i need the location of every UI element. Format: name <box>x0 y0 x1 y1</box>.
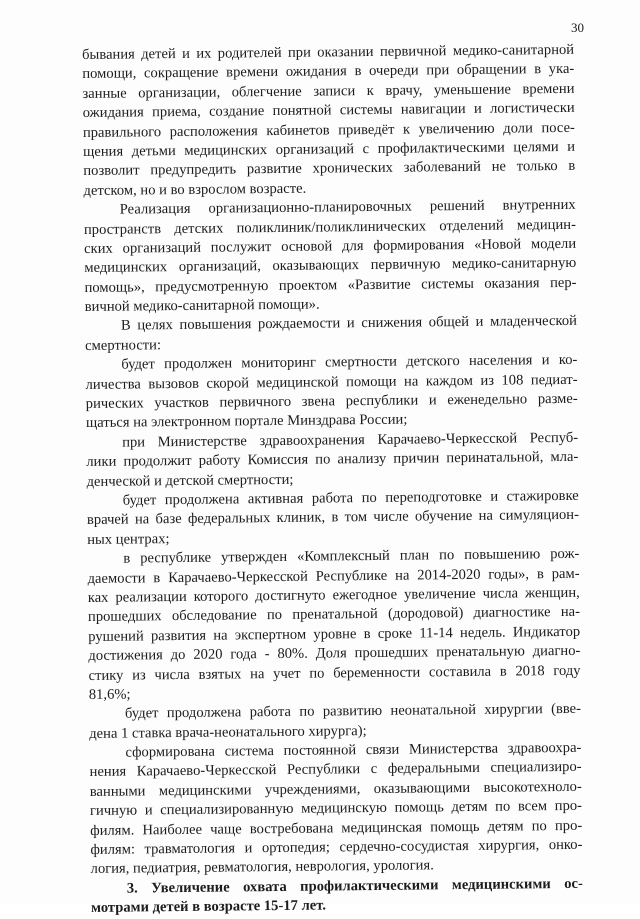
text-line: смертности: <box>85 337 162 354</box>
text-line: занные организации, облегчение записи к врачу, уменьшение времени <box>82 80 575 102</box>
text-line: в республике утвержден «Комплексный план по повышению рож- <box>123 545 580 567</box>
text-line: денческой и детской смертности; <box>86 471 294 490</box>
text-line: гичную и специализированную медицинскую помощь детям по всем про- <box>89 798 583 820</box>
text-line: будет продолжена работа по развитию неонатальной хирургии (вве- <box>124 701 582 722</box>
section-heading-line: 3. Увеличение охвата профилактическими медицинскими ос- <box>126 875 583 897</box>
text-line: ожидания приема, создание понятной системы навигации и логистически <box>82 100 575 122</box>
text-line: рических участков первичного звена республики и еженедельно разме- <box>85 390 578 413</box>
text-line: щения детьми медицинских организаций с профилактическими целями и <box>83 138 576 160</box>
text-line: прошедших обследование по пренатальной (дородовой) диагностике на- <box>87 604 581 626</box>
text-line: В целях повышения рождаемости и снижения общей и младенческой <box>120 313 577 335</box>
text-line: пространств детских поликлиник/поликлинических отделений медицин- <box>83 216 576 238</box>
text-line: вичной медико-санитарной помощи». <box>84 296 320 316</box>
text-line: щаться на электронном портале Минздрава России; <box>85 412 408 432</box>
text-line: бывания детей и их родителей при оказании первичной медико-санитарной <box>82 41 575 63</box>
text-line: помощи, сокращение времени ожидания в очереди при обращении в ука- <box>82 61 575 83</box>
text-line: личества вызовов скорой медицинской помощи на каждом из 108 педиат- <box>85 371 578 393</box>
text-line: филям: травматология и ортопедия; сердечно-сосудистая хирургия, онко- <box>90 836 583 858</box>
text-line: филям. Наиболее чаще востребована медицинская помощь детям по про- <box>90 817 583 839</box>
text-line: ках реализации которого достигнуто ежегодное увеличение числа женщин, <box>87 584 580 606</box>
text-line: ванными медицинскими учреждениями, оказывающими высокотехноло- <box>89 778 582 800</box>
text-line: нения Карачаево-Черкесской Республики с федеральными специализиро- <box>89 759 582 781</box>
text-line: дена 1 ставка врача-неонатального хирурга); <box>89 722 367 742</box>
text-line: Реализация организационно-планировочных решений внутренних <box>119 196 576 218</box>
text-line: сформирована система постоянной связи Министерства здравоохра- <box>125 739 582 761</box>
text-line: даемости в Карачаево-Черкесской Республике на 2014-2020 годы», в рам- <box>87 565 580 587</box>
text-line: будет продолжен мониторинг смертности детского населения и ко- <box>121 352 578 373</box>
text-line: врачей на базе федеральных клиник, в том числе обучение на симуляцион- <box>86 507 580 529</box>
section-heading-line: мотрами детей в возрасте 15-17 лет. <box>90 897 327 917</box>
text-line: будет продолжена активная работа по переподготовке и стажировке <box>122 487 579 509</box>
text-line: лики продолжит работу Комиссия по анализу причин перинатальной, мла- <box>86 449 579 471</box>
text-line: достижения до 2020 года - 80%. Доля прошедших пренатальную диагно- <box>88 642 581 665</box>
text-line: позволит предупредить развитие хронических заболеваний не только в <box>83 158 576 180</box>
text-line: помощь», предусмотренную проектом «Развитие системы оказания пер- <box>84 274 577 296</box>
page-number: 30 <box>571 20 584 35</box>
text-line: логия, педиатрия, ревматология, неврология, урология. <box>90 857 434 878</box>
text-line: ских организаций послужит основой для формирования «Новой модели <box>84 235 577 257</box>
body-text <box>82 41 583 919</box>
text-line: 81,6%; <box>88 686 131 703</box>
text-line: медицинских организаций, оказывающих первичную медико-санитарную <box>84 255 577 277</box>
text-line: правильного расположения кабинетов приведёт к увеличению доли посе- <box>82 119 575 141</box>
text-line: детском, но и во взрослом возрасте. <box>83 180 307 199</box>
text-line: ных центрах; <box>87 530 170 548</box>
text-line: при Министерстве здравоохранения Карачаево-Черкесской Респуб- <box>122 429 579 451</box>
text-line: рушений развития на экспертном уровне в сроке 11-14 недель. Индикатор <box>88 623 581 645</box>
text-line: стику из числа взятых на учет по беременности составила в 2018 году <box>88 662 581 684</box>
